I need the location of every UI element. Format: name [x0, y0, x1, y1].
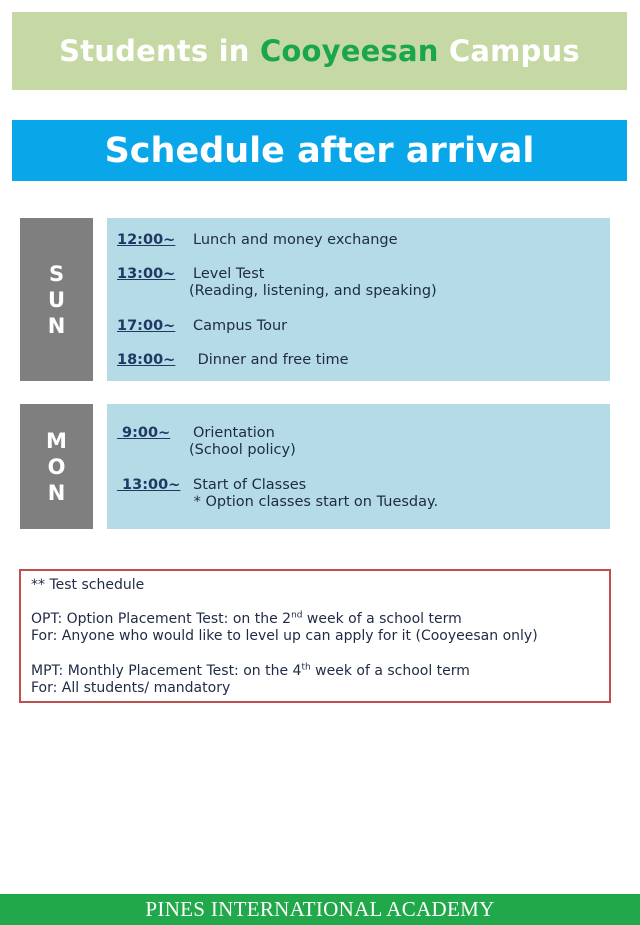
day-letter: N	[47, 313, 66, 338]
test-schedule-box	[19, 569, 611, 703]
test-schedule-heading: ** Test schedule	[31, 577, 145, 593]
opt-line	[31, 611, 462, 628]
entry-description: Level Test	[193, 266, 265, 282]
title-prefix: Students in	[59, 34, 260, 68]
monday-schedule-panel	[107, 404, 610, 529]
entry-time: 13:00~	[117, 477, 181, 493]
entry-description-detail: * Option classes start on Tuesday.	[189, 494, 439, 510]
title-suffix: Campus	[438, 34, 580, 68]
campus-name: Cooyeesan	[259, 34, 439, 68]
entry-time: 13:00~	[117, 266, 176, 282]
day-letter: N	[47, 480, 66, 505]
entry-description: Start of Classes	[193, 477, 307, 493]
entry-description-detail: (Reading, listening, and speaking)	[189, 283, 437, 299]
opt-text-end: week of a school term	[302, 611, 462, 627]
entry-time: 17:00~	[117, 318, 176, 334]
academy-footer: PINES INTERNATIONAL ACADEMY	[0, 894, 640, 925]
ordinal-suffix: nd	[291, 610, 303, 621]
entry-description: Campus Tour	[193, 318, 288, 334]
entry-description: Lunch and money exchange	[193, 232, 398, 248]
sunday-schedule-panel	[107, 218, 610, 381]
schedule-heading: Schedule after arrival	[12, 120, 627, 181]
day-letter: O	[47, 454, 66, 479]
mpt-line	[31, 663, 470, 680]
mpt-for-line: For: All students/ mandatory	[31, 680, 231, 696]
sunday-tab	[20, 218, 93, 381]
opt-text: OPT: Option Placement Test: on the 2	[31, 611, 292, 627]
day-letter: M	[46, 428, 67, 453]
opt-for-line: For: Anyone who would like to level up can apply for it (Cooyeesan only)	[31, 628, 538, 644]
ordinal-suffix: th	[301, 662, 311, 673]
entry-description: Orientation	[193, 425, 275, 441]
day-letter: U	[47, 287, 66, 312]
entry-time: 9:00~	[117, 425, 171, 441]
entry-description: Dinner and free time	[193, 352, 349, 368]
entry-time: 12:00~	[117, 232, 176, 248]
campus-title-banner	[12, 12, 627, 90]
entry-time: 18:00~	[117, 352, 176, 368]
monday-tab	[20, 404, 93, 529]
day-letter: S	[48, 261, 65, 286]
entry-description-detail: (School policy)	[189, 442, 296, 458]
mpt-text-end: week of a school term	[310, 663, 470, 679]
mpt-text: MPT: Monthly Placement Test: on the 4	[31, 663, 302, 679]
